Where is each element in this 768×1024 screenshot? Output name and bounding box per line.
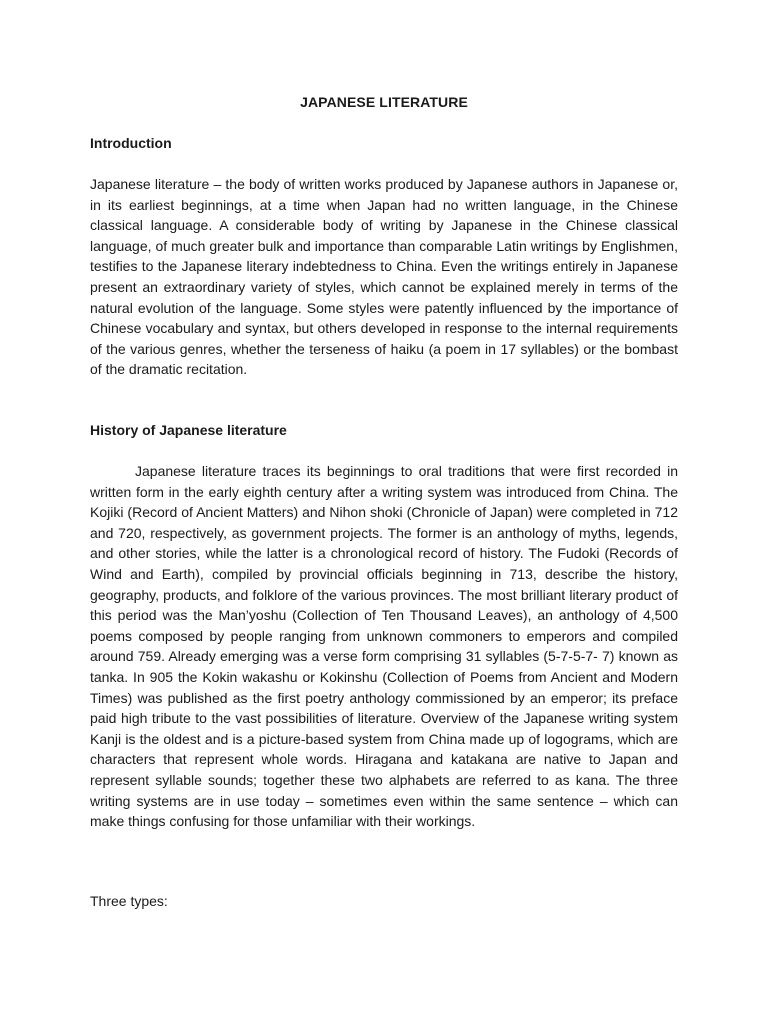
three-types-text: Three types: xyxy=(90,893,168,909)
document-title: JAPANESE LITERATURE xyxy=(300,94,468,110)
section-heading-history: History of Japanese literature xyxy=(90,422,287,438)
history-paragraph: Japanese literature traces its beginnings to oral traditions that were first recorded in written form in the early eighth century after a writing system was introduced from China. The Kojiki (Record of Ancient Matters) and Nihon shoki (Chronicle of Japan) were completed in 712 and 720, respectively, as government projects. The former is an anthology of myths, legends, and other stories, while the latter is a chronological record of history. The Fudoki (Records of Wind and Earth), compiled by provincial officials beginning in 713, describe the history, geography, products, and folklore of the various provinces. The most brilliant literary product of this period was the Man’yoshu (Collection of Ten Thousand Leaves), an anthology of 4,500 poems composed by people ranging from unknown commoners to emperors and compiled around 759. Already emerging was a verse form comprising 31 syllables (5-7-5-7- 7) known as tanka. In 905 the Kokin wakashu or Kokinshu (Collection of Poems from Ancient and Modern Times) was published as the first poetry anthology commissioned by an emperor; its preface paid high tribute to the vast possibilities of literature. Overview of the Japanese writing system Kanji is the oldest and is a picture-based system from China made up of logograms, which are characters that represent whole words. Hiragana and katakana are native to Japan and represent syllable sounds; together these two alphabets are referred to as kana. The three writing systems are in use today – sometimes even within the same sentence – which can make things confusing for those unfamiliar with their workings. xyxy=(90,463,678,830)
section-heading-introduction: Introduction xyxy=(90,135,172,151)
introduction-paragraph: Japanese literature – the body of written works produced by Japanese authors in Japanese or, in its earliest beginnings, at a time when Japan had no written language, in the Chinese classical language. A considerable body of writing by Japanese in the Chinese classical language, of much greater bulk and importance than comparable Latin writings by Englishmen, testifies to the Japanese literary indebtedness to China. Even the writings entirely in Japanese present an extraordinary variety of styles, which cannot be explained merely in terms of the natural evolution of the language. Some styles were patently influenced by the importance of Chinese vocabulary and syntax, but others developed in response to the internal requirements of the various genres, whether the terseness of haiku (a poem in 17 syllables) or the bombast of the dramatic recitation. xyxy=(90,176,678,378)
